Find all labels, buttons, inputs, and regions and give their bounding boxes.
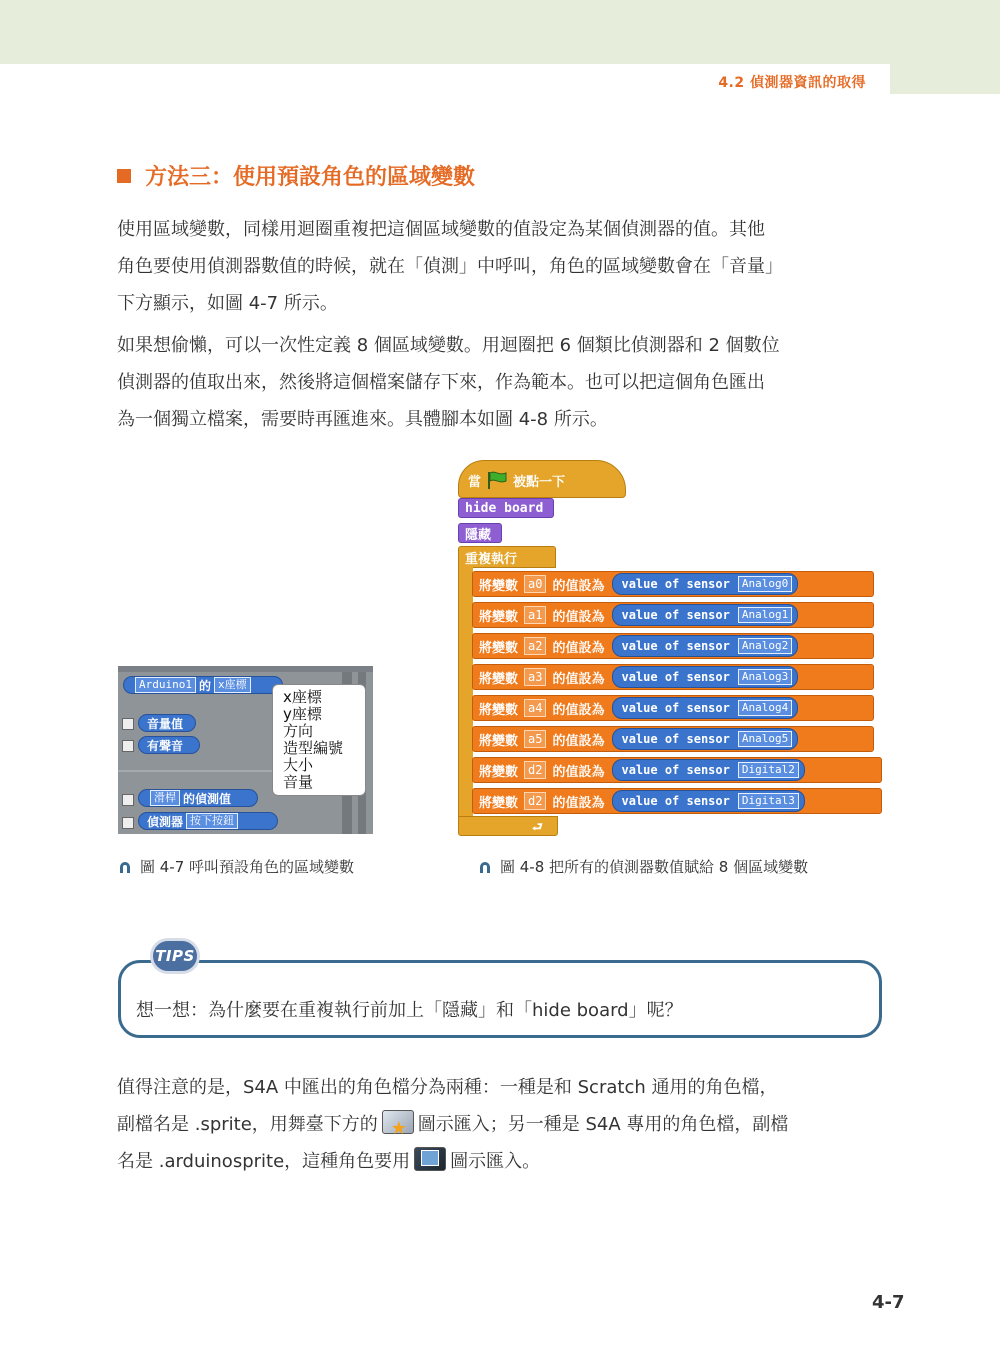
attribute-popup-menu xyxy=(272,684,366,796)
block-label: 將變數 xyxy=(479,702,519,718)
sensor-value-reporter[interactable] xyxy=(612,604,798,626)
section-title: 方法三：使用預設角色的區域變數 xyxy=(145,165,476,190)
block-label: 的值設為 xyxy=(552,578,605,594)
button-sensor-block[interactable] xyxy=(138,812,278,830)
checkbox[interactable] xyxy=(122,794,134,806)
caption-icon xyxy=(118,860,132,874)
block-label: 將變數 xyxy=(479,733,519,749)
top-color-band xyxy=(0,0,1000,64)
sensor-value-reporter[interactable] xyxy=(612,635,798,657)
sensor-value-reporter[interactable] xyxy=(612,697,798,719)
set-variable-block[interactable] xyxy=(472,788,882,814)
menu-item[interactable]: 方向 xyxy=(283,722,314,740)
set-variable-block[interactable] xyxy=(472,726,874,752)
menu-item[interactable]: x座標 xyxy=(283,688,322,706)
sensor-value-reporter[interactable] xyxy=(612,728,798,750)
variable-dropdown[interactable]: a2 xyxy=(524,637,546,655)
sensor-value-reporter[interactable] xyxy=(612,573,798,595)
slider-sensor-block[interactable] xyxy=(138,789,258,807)
menu-item[interactable]: 音量 xyxy=(283,773,314,791)
set-variable-block[interactable] xyxy=(472,571,874,597)
running-title: 4.2 偵測器資訊的取得 xyxy=(718,75,866,91)
sensor-dropdown[interactable]: Analog2 xyxy=(738,638,792,654)
caption-icon xyxy=(478,860,492,874)
set-variable-block[interactable] xyxy=(472,602,874,628)
checkbox[interactable] xyxy=(122,817,134,829)
menu-item[interactable]: y座標 xyxy=(283,705,322,723)
block-label: 的值設為 xyxy=(552,609,605,625)
text-line xyxy=(117,1106,883,1143)
block-label: hide board xyxy=(465,500,544,516)
text-line: 值得注意的是，S4A 中匯出的角色檔分為兩種：一種是和 Scratch 通用的角色檔， xyxy=(117,1077,778,1098)
sprite-attribute-block[interactable] xyxy=(123,676,283,694)
variable-dropdown[interactable]: d2 xyxy=(524,792,546,810)
sensor-dropdown[interactable]: Analog5 xyxy=(738,731,792,747)
paragraph-1 xyxy=(117,211,883,322)
text-line: 如果想偷懶，可以一次性定義 8 個區域變數。用迴圈把 6 個類比偵測器和 2 個數位 xyxy=(117,335,780,356)
star-import-icon: ★ xyxy=(382,1110,414,1134)
variable-dropdown[interactable]: a4 xyxy=(524,699,546,717)
sensor-value-reporter[interactable] xyxy=(612,759,804,781)
block-label: 重複執行 xyxy=(465,551,518,567)
paragraph-3 xyxy=(117,1069,883,1180)
sensor-dropdown[interactable]: 滑桿 xyxy=(150,790,180,806)
text-line: 下方顯示，如圖 4-7 所示。 xyxy=(117,293,338,314)
forever-bottom xyxy=(458,816,558,836)
forever-arm xyxy=(458,566,473,818)
tips-text: 想一想：為什麼要在重複執行前加上「隱藏」和「hide board」呢？ xyxy=(136,1000,683,1021)
variable-dropdown[interactable]: a3 xyxy=(524,668,546,686)
text-span: 圖示匯入；另一種是 S4A 專用的角色檔，副檔 xyxy=(417,1114,789,1135)
set-variable-block[interactable] xyxy=(472,695,874,721)
set-variable-block[interactable] xyxy=(472,633,874,659)
figure-4-7-caption xyxy=(118,856,354,877)
sensor-dropdown[interactable]: Analog0 xyxy=(738,576,792,592)
text-line: 角色要使用偵測器數值的時候，就在「偵測」中呼叫，角色的區域變數會在「音量」 xyxy=(117,256,783,277)
text-span: 圖示匯入。 xyxy=(450,1151,541,1172)
checkbox[interactable] xyxy=(122,718,134,730)
square-bullet-icon xyxy=(117,169,131,183)
reporter-label: value of sensor xyxy=(621,794,730,808)
block-label: 將變數 xyxy=(479,609,519,625)
block-label: 將變數 xyxy=(479,795,519,811)
text-line: 使用區域變數，同樣用迴圈重複把這個區域變數的值設定為某個偵測器的值。其他 xyxy=(117,219,765,240)
figure-4-8-caption xyxy=(478,856,808,877)
reporter-label: value of sensor xyxy=(621,577,730,591)
text-span: 副檔名是 .sprite，用舞臺下方的 xyxy=(117,1114,378,1135)
hat-label xyxy=(468,470,565,490)
block-label: 的值設為 xyxy=(552,640,605,656)
tips-badge: TIPS xyxy=(150,938,200,974)
block-label: 的值設為 xyxy=(552,764,605,780)
block-label: 的值設為 xyxy=(552,671,605,687)
block-label: 的值設為 xyxy=(552,733,605,749)
menu-item[interactable]: 造型編號 xyxy=(283,739,344,757)
sensor-dropdown[interactable]: Analog3 xyxy=(738,669,792,685)
attribute-dropdown[interactable]: x座標 xyxy=(214,677,251,693)
reporter-label: value of sensor xyxy=(621,701,730,715)
text-line: 為一個獨立檔案，需要時再匯進來。具體腳本如圖 4-8 所示。 xyxy=(117,409,608,430)
hat-text: 當 xyxy=(468,474,482,490)
menu-item[interactable]: 大小 xyxy=(283,756,314,774)
block-label: 的偵測值 xyxy=(183,791,232,806)
variable-dropdown[interactable]: d2 xyxy=(524,761,546,779)
option-dropdown[interactable]: 按下按鈕 xyxy=(186,813,238,829)
sensor-value-reporter[interactable] xyxy=(612,666,798,688)
sensor-dropdown[interactable]: Analog1 xyxy=(738,607,792,623)
paragraph-2 xyxy=(117,327,883,438)
reporter-label: value of sensor xyxy=(621,608,730,622)
block-label: 將變數 xyxy=(479,671,519,687)
block-label: 音量值 xyxy=(147,716,184,731)
text-line: 偵測器的值取出來，然後將這個檔案儲存下來，作為範本。也可以把這個角色匯出 xyxy=(117,372,765,393)
flag-icon xyxy=(485,470,509,490)
reporter-label: value of sensor xyxy=(621,763,730,777)
caption-text: 圖 4-8 把所有的偵測器數值賦給 8 個區域變數 xyxy=(500,858,809,876)
loudness-block[interactable] xyxy=(138,714,196,732)
page-number: 4-7 xyxy=(872,1292,905,1313)
block-label: 的值設為 xyxy=(552,795,605,811)
block-label: 將變數 xyxy=(479,764,519,780)
text-line xyxy=(117,1143,883,1180)
caption-text: 圖 4-7 呼叫預設角色的區域變數 xyxy=(140,858,355,876)
variable-dropdown[interactable]: a1 xyxy=(524,606,546,624)
set-variable-block[interactable] xyxy=(472,757,882,783)
block-label: 有聲音 xyxy=(147,738,184,753)
hide-board-block[interactable] xyxy=(458,498,554,518)
set-variable-block[interactable] xyxy=(472,664,874,690)
section-heading xyxy=(117,160,475,191)
of-label: 的 xyxy=(198,678,211,693)
text-span: 名是 .arduinosprite，這種角色要用 xyxy=(117,1151,411,1172)
loop-arrow-icon: ⮐ xyxy=(532,820,543,834)
reporter-label: value of sensor xyxy=(621,670,730,684)
block-label: 將變數 xyxy=(479,578,519,594)
sensor-dropdown[interactable]: Digital3 xyxy=(738,793,799,809)
block-label: 的值設為 xyxy=(552,702,605,718)
block-label: 將變數 xyxy=(479,640,519,656)
forever-block[interactable] xyxy=(458,546,556,568)
sensor-dropdown[interactable]: Analog4 xyxy=(738,700,792,716)
block-label: 隱藏 xyxy=(465,527,492,543)
arduino-import-icon xyxy=(414,1147,446,1171)
hide-block[interactable] xyxy=(458,523,502,543)
reporter-label: value of sensor xyxy=(621,639,730,653)
sensor-dropdown[interactable]: Digital2 xyxy=(738,762,799,778)
variable-dropdown[interactable]: a0 xyxy=(524,575,546,593)
variable-dropdown[interactable]: a5 xyxy=(524,730,546,748)
sprite-dropdown[interactable]: Arduino1 xyxy=(135,677,196,693)
sensor-value-reporter[interactable] xyxy=(612,790,804,812)
checkbox[interactable] xyxy=(122,740,134,752)
loud-block[interactable] xyxy=(138,736,200,754)
block-label: 偵測器 xyxy=(147,814,184,829)
reporter-label: value of sensor xyxy=(621,732,730,746)
hat-text: 被點一下 xyxy=(513,474,566,490)
